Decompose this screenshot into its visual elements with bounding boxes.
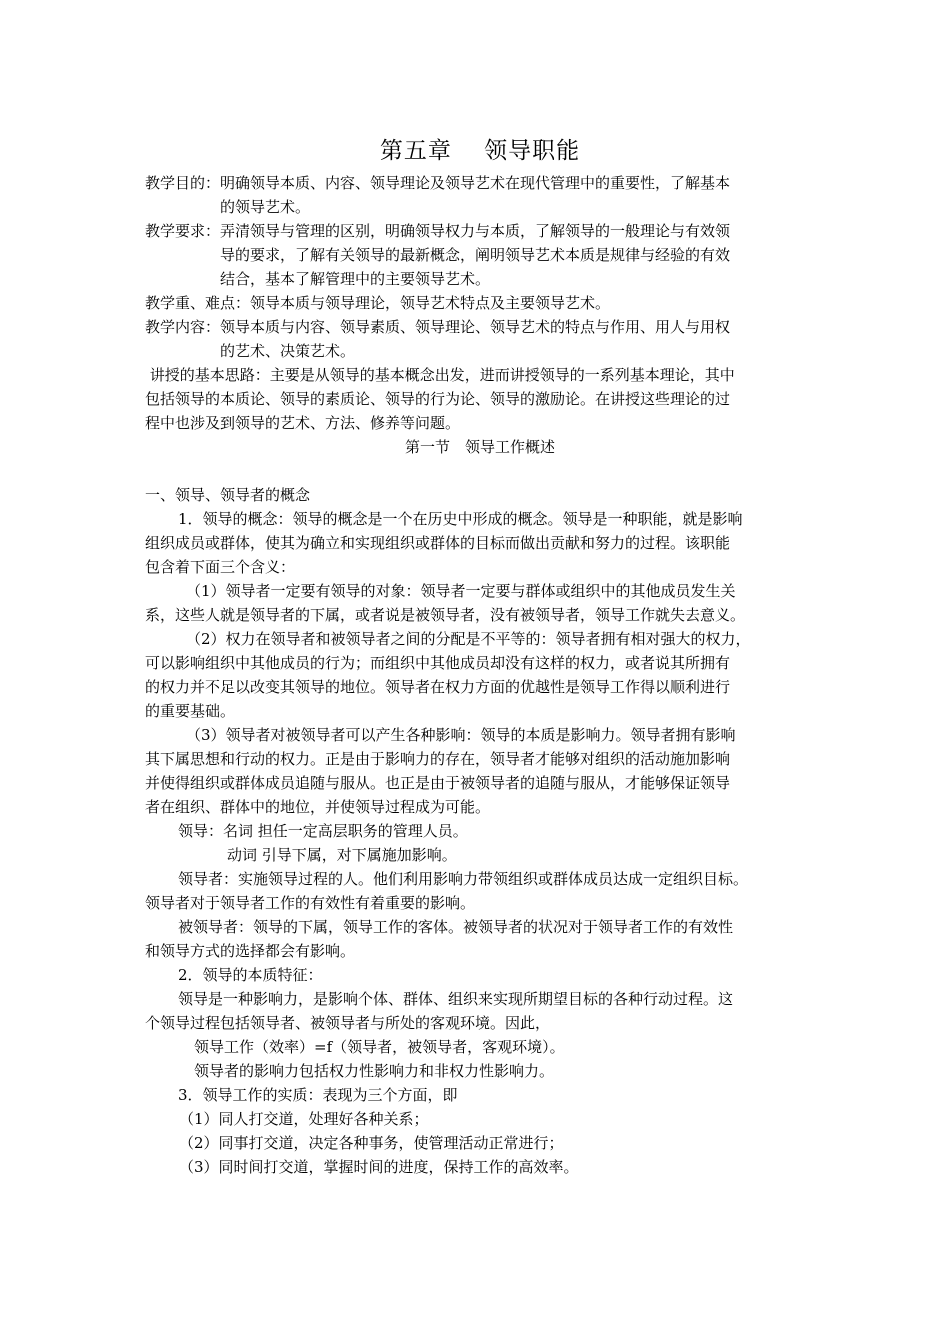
meaning-one-line: 系，这些人就是领导者的下属，或者说是被领导者，没有被领导者，领导工作就失去意义。 xyxy=(145,606,746,624)
teaching-keypoints xyxy=(145,291,815,315)
essence-paragraph-line: 个领导过程包括领导者、被领导者与所处的客观环境。因此， xyxy=(145,1014,551,1032)
teaching-objective-label: 教学目的： xyxy=(145,174,221,192)
chapter-title: 第五章 领导职能 xyxy=(379,138,581,164)
meaning-two-line: 的重要基础。 xyxy=(145,702,236,720)
essence-paragraph-line: 领导是一种影响力，是影响个体、群体、组织来实现所期望目标的各种行动过程。这 xyxy=(178,990,734,1008)
formula-line: 领导工作（效率）=f（领导者，被领导者，客观环境）。 xyxy=(194,1038,565,1056)
paragraph-line: 包含着下面三个含义： xyxy=(145,558,296,576)
teaching-requirement-label: 教学要求： xyxy=(145,222,221,240)
teaching-content xyxy=(145,315,815,363)
aspect-item: （2）同事打交道，决定各种事务，使管理活动正常进行； xyxy=(179,1134,564,1152)
paragraph-line: 1．领导的概念：领导的概念是一个在历史中形成的概念。领导是一种职能，就是影响 xyxy=(178,510,743,528)
text-line: 的领导艺术。 xyxy=(220,198,311,216)
heading-concepts: 一、领导、领导者的概念 xyxy=(145,486,311,504)
teaching-approach-line: 包括领导的本质论、领导的素质论、领导的行为论、领导的激励论。在讲授这些理论的过 xyxy=(145,390,731,408)
heading-substance: 3．领导工作的实质：表现为三个方面，即 xyxy=(178,1086,458,1104)
document-page xyxy=(145,133,815,1179)
teaching-keypoints-label: 教学重、难点： xyxy=(145,294,251,312)
definition-leader-person-line: 领导者对于领导者工作的有效性有着重要的影响。 xyxy=(145,894,476,912)
teaching-content-label: 教学内容： xyxy=(145,318,221,336)
definition-leader-person-line: 领导者：实施领导过程的人。他们利用影响力带领组织或群体成员达成一定组织目标。 xyxy=(178,870,749,888)
definition-follower-line: 被领导者：领导的下属，领导工作的客体。被领导者的状况对于领导者工作的有效性 xyxy=(178,918,734,936)
text-line: 的艺术、决策艺术。 xyxy=(220,342,356,360)
text-line: 导的要求，了解有关领导的最新概念，阐明领导艺术本质是规律与经验的有效 xyxy=(220,246,731,264)
teaching-objective xyxy=(145,171,815,219)
definition-leader-noun: 领导：名词 担任一定高层职务的管理人员。 xyxy=(178,822,468,840)
text-line: 结合，基本了解管理中的主要领导艺术。 xyxy=(220,270,491,288)
influence-line: 领导者的影响力包括权力性影响力和非权力性影响力。 xyxy=(194,1062,555,1080)
meaning-one-line: （1）领导者一定要有领导的对象：领导者一定要与群体或组织中的其他成员发生关 xyxy=(186,582,736,600)
meaning-two-line: （2）权力在领导者和被领导者之间的分配是不平等的：领导者拥有相对强大的权力， xyxy=(186,630,751,648)
text-line: 明确领导本质、内容、领导理论及领导艺术在现代管理中的重要性，了解基本 xyxy=(220,174,731,192)
blank-line xyxy=(145,459,815,483)
teaching-requirement xyxy=(145,219,815,291)
aspect-item: （3）同时间打交道，掌握时间的进度，保持工作的高效率。 xyxy=(179,1158,579,1176)
heading-essence: 2．领导的本质特征： xyxy=(178,966,323,984)
text-line: 弄清领导与管理的区别，明确领导权力与本质，了解领导的一般理论与有效领 xyxy=(220,222,731,240)
text-line: 领导本质与领导理论，领导艺术特点及主要领导艺术。 xyxy=(250,294,611,312)
section-title: 第一节 领导工作概述 xyxy=(404,438,555,456)
aspect-item: （1）同人打交道，处理好各种关系； xyxy=(179,1110,429,1128)
teaching-approach-line: 程中也涉及到领导的艺术、方法、修养等问题。 xyxy=(145,414,461,432)
meaning-two-line: 可以影响组织中其他成员的行为；而组织中其他成员却没有这样的权力，或者说其所拥有 xyxy=(145,654,731,672)
meaning-three-line: 并使得组织或群体成员追随与服从。也正是由于被领导者的追随与服从，才能够保证领导 xyxy=(145,774,731,792)
meaning-three-line: 其下属思想和行动的权力。正是由于影响力的存在，领导者才能够对组织的活动施加影响 xyxy=(145,750,731,768)
teaching-approach-line: 讲授的基本思路：主要是从领导的基本概念出发，进而讲授领导的一系列基本理论，其中 xyxy=(145,366,735,384)
paragraph-line: 组织成员或群体，使其为确立和实现组织或群体的目标而做出贡献和努力的过程。该职能 xyxy=(145,534,731,552)
meaning-three-line: 者在组织、群体中的地位，并使领导过程成为可能。 xyxy=(145,798,491,816)
meaning-two-line: 的权力并不足以改变其领导的地位。领导者在权力方面的优越性是领导工作得以顺利进行 xyxy=(145,678,731,696)
text-line: 领导本质与内容、领导素质、领导理论、领导艺术的特点与作用、用人与用权 xyxy=(220,318,731,336)
meaning-three-line: （3）领导者对被领导者可以产生各种影响：领导的本质是影响力。领导者拥有影响 xyxy=(186,726,736,744)
definition-leader-verb: 动词 引导下属，对下属施加影响。 xyxy=(227,846,457,864)
definition-follower-line: 和领导方式的选择都会有影响。 xyxy=(145,942,356,960)
